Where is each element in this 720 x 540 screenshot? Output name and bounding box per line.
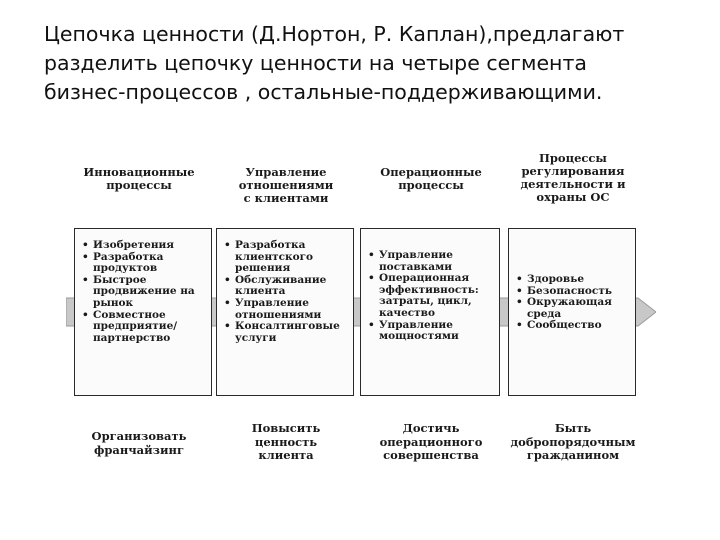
title-line: Цепочка ценности (Д.Нортон, Р. Каплан),предлагают [44, 22, 625, 46]
list-item: • Безопасность [514, 286, 632, 298]
value-chain-diagram [66, 140, 656, 485]
segment-heading-customer: Управление отношениями с клиентами [238, 165, 334, 205]
list-item: • Сообщество [514, 320, 632, 332]
segment-heading-operations: Операционные процессы [380, 165, 482, 192]
list-item: • Разработка продуктов [80, 252, 208, 275]
list-item: • Управление отношениями [222, 298, 350, 321]
segment-heading-innovation: Инновационные процессы [83, 165, 195, 192]
list-item: • Быстрое продвижение на рынок [80, 275, 208, 310]
segment-list-customer [222, 240, 350, 344]
slide-title [44, 20, 694, 107]
list-item: • Изобретения [80, 240, 208, 252]
list-item: • Здоровье [514, 274, 632, 286]
list-item: • Разработка клиентского решения [222, 240, 350, 275]
segment-list-operations [366, 250, 496, 343]
list-item: • Окружающая среда [514, 297, 632, 320]
title-line: разделить цепочку ценности на четыре сегмента [44, 51, 587, 75]
title-line: бизнес-процессов , остальные-поддерживающими. [44, 80, 603, 104]
list-item: • Совместное предприятие/ партнерство [80, 310, 208, 345]
segment-goal-operations: Достичь операционного совершенства [379, 421, 483, 462]
segment-list-innovation [80, 240, 208, 344]
segment-goal-customer: Повысить ценность клиента [251, 421, 321, 462]
list-item: • Управление мощностями [366, 320, 496, 343]
segment-heading-regulatory: Процессы регулирования деятельности и охраны ОС [520, 151, 626, 204]
segment-goal-regulatory: Быть добропорядочным гражданином [510, 421, 636, 462]
list-item: • Управление поставками [366, 250, 496, 273]
list-item: • Консалтинговые услуги [222, 321, 350, 344]
segment-goal-innovation: Организовать франчайзинг [91, 429, 187, 457]
segment-list-regulatory [514, 274, 632, 332]
list-item: • Операционная эффективность: затраты, цикл, качество [366, 273, 496, 319]
list-item: • Обслуживание клиента [222, 275, 350, 298]
